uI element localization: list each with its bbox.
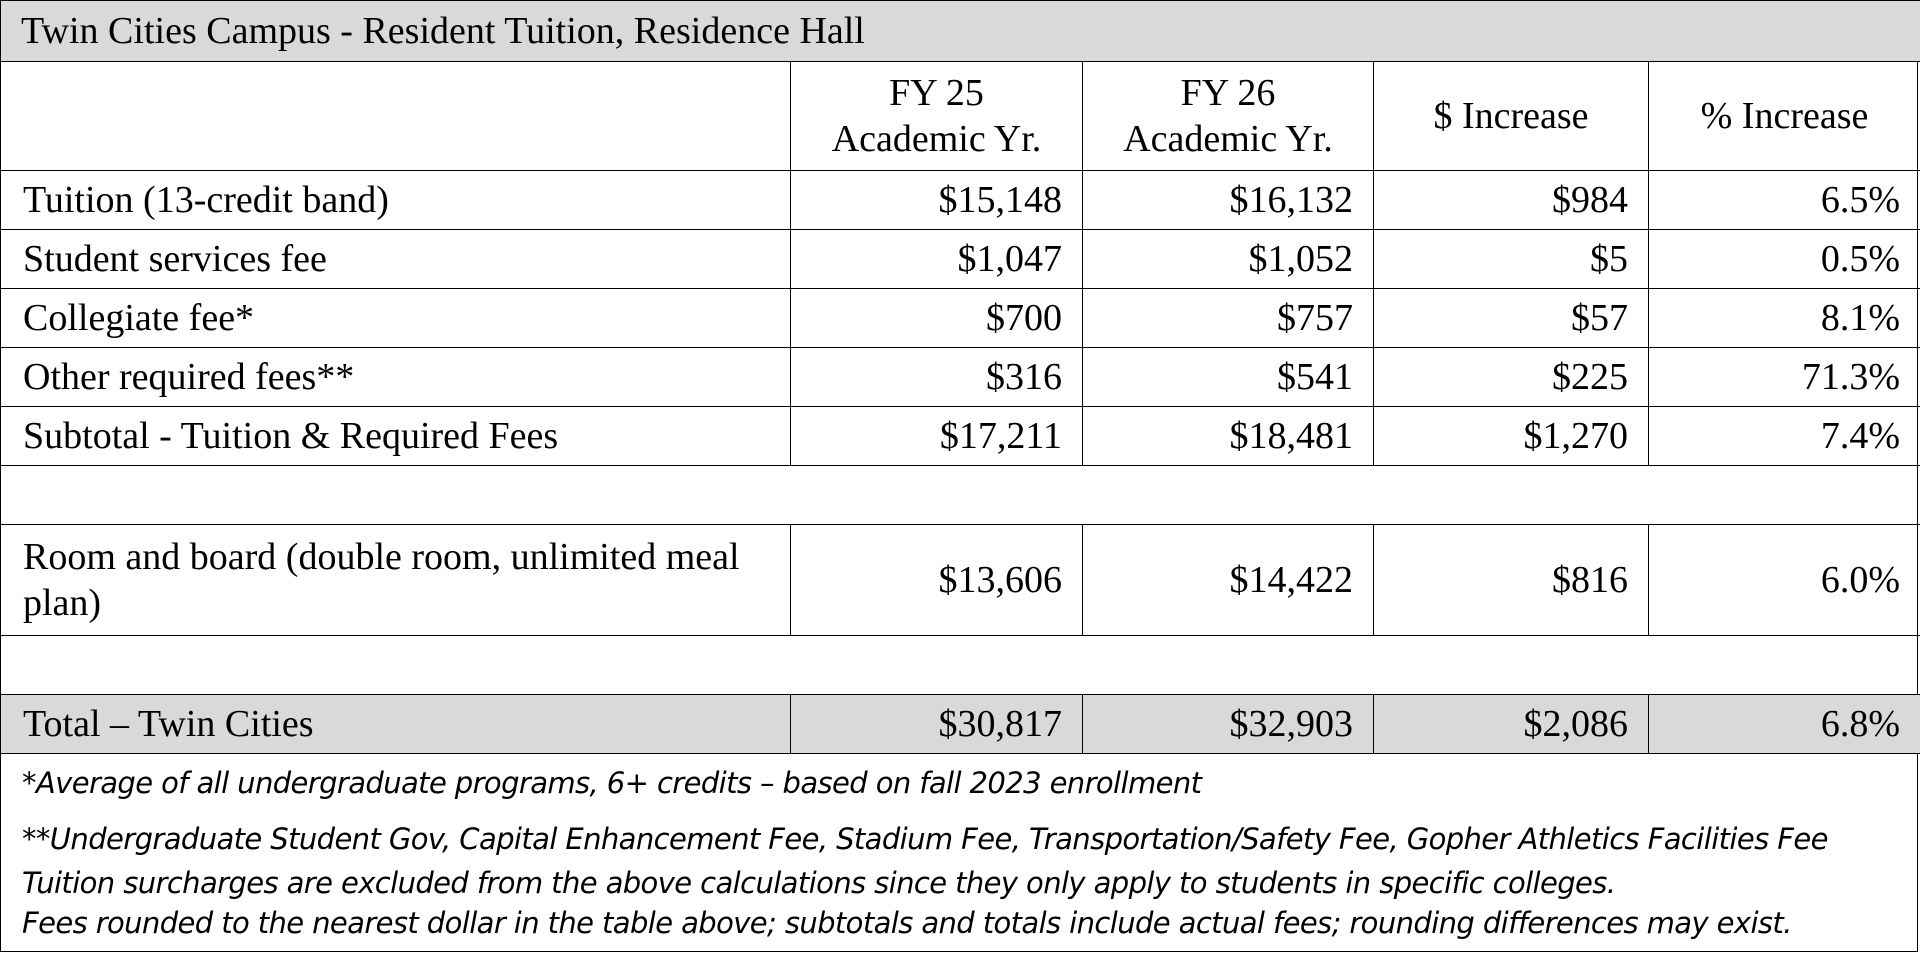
header-empty-cell — [1, 62, 791, 171]
fy25-value: $316 — [791, 348, 1083, 407]
pct-increase-value: 0.5% — [1649, 230, 1920, 289]
footnote-surcharges: Tuition surcharges are excluded from the above calculations since they only apply to students in specific colleges. — [22, 866, 1616, 900]
total-row — [1, 695, 1920, 754]
dollar-increase-value: $816 — [1374, 525, 1649, 636]
room-board-row — [1, 525, 1920, 636]
header-dollar-increase: $ Increase — [1374, 62, 1649, 171]
pct-increase-value: 6.0% — [1649, 525, 1920, 636]
fy25-value: $13,606 — [791, 525, 1083, 636]
fy25-value: $15,148 — [791, 171, 1083, 230]
pct-increase-value: 6.5% — [1649, 171, 1920, 230]
fy25-value: $17,211 — [791, 407, 1083, 466]
dollar-increase-value: $57 — [1374, 289, 1649, 348]
header-fy26-line2: Academic Yr. — [1123, 118, 1333, 160]
header-fy26-line1: FY 26 — [1180, 72, 1276, 114]
fy26-value: $757 — [1083, 289, 1374, 348]
blank-row — [1, 636, 1920, 695]
footnote-other-fees: **Undergraduate Student Gov, Capital Enhancement Fee, Stadium Fee, Transportation/Safety Fee, Gopher Athletics Facilities Fee — [22, 822, 1828, 856]
fy26-value: $541 — [1083, 348, 1374, 407]
blank-cell — [1, 466, 1920, 525]
table-row — [1, 289, 1920, 348]
fy26-value: $16,132 — [1083, 171, 1374, 230]
table-row — [1, 230, 1920, 289]
header-pct-increase: % Increase — [1649, 62, 1920, 171]
total-fy26: $32,903 — [1083, 695, 1374, 754]
header-fy26 — [1083, 62, 1374, 171]
header-fy25-line1: FY 25 — [889, 72, 984, 114]
pct-increase-value: 8.1% — [1649, 289, 1920, 348]
total-dollar-increase: $2,086 — [1374, 695, 1649, 754]
fy25-value: $1,047 — [791, 230, 1083, 289]
subtotal-row — [1, 407, 1920, 466]
column-header-row — [1, 62, 1920, 171]
row-label: Student services fee — [1, 230, 791, 289]
row-label: Other required fees** — [1, 348, 791, 407]
row-label: Room and board (double room, unlimited meal plan) — [1, 525, 791, 636]
dollar-increase-value: $225 — [1374, 348, 1649, 407]
total-fy25: $30,817 — [791, 695, 1083, 754]
row-label: Collegiate fee* — [1, 289, 791, 348]
total-pct-increase: 6.8% — [1649, 695, 1920, 754]
blank-row — [1, 466, 1920, 525]
header-fy25 — [791, 62, 1083, 171]
table-row — [1, 348, 1920, 407]
title-row — [1, 1, 1920, 62]
footnote-collegiate: *Average of all undergraduate programs, 6+ credits – based on fall 2023 enrollment — [22, 766, 1202, 800]
row-label: Subtotal - Tuition & Required Fees — [1, 407, 791, 466]
pct-increase-value: 71.3% — [1649, 348, 1920, 407]
row-label: Tuition (13-credit band) — [1, 171, 791, 230]
blank-cell — [1, 636, 1920, 695]
header-fy25-line2: Academic Yr. — [831, 118, 1042, 160]
dollar-increase-value: $5 — [1374, 230, 1649, 289]
table-row — [1, 171, 1920, 230]
table-title: Twin Cities Campus - Resident Tuition, Residence Hall — [1, 1, 1920, 62]
dollar-increase-value: $984 — [1374, 171, 1649, 230]
footnote-rounding: Fees rounded to the nearest dollar in the table above; subtotals and totals include actual fees; rounding differences may exist. — [22, 906, 1792, 940]
fy25-value: $700 — [791, 289, 1083, 348]
fy26-value: $14,422 — [1083, 525, 1374, 636]
pct-increase-value: 7.4% — [1649, 407, 1920, 466]
fy26-value: $18,481 — [1083, 407, 1374, 466]
total-label: Total – Twin Cities — [1, 695, 791, 754]
dollar-increase-value: $1,270 — [1374, 407, 1649, 466]
fy26-value: $1,052 — [1083, 230, 1374, 289]
